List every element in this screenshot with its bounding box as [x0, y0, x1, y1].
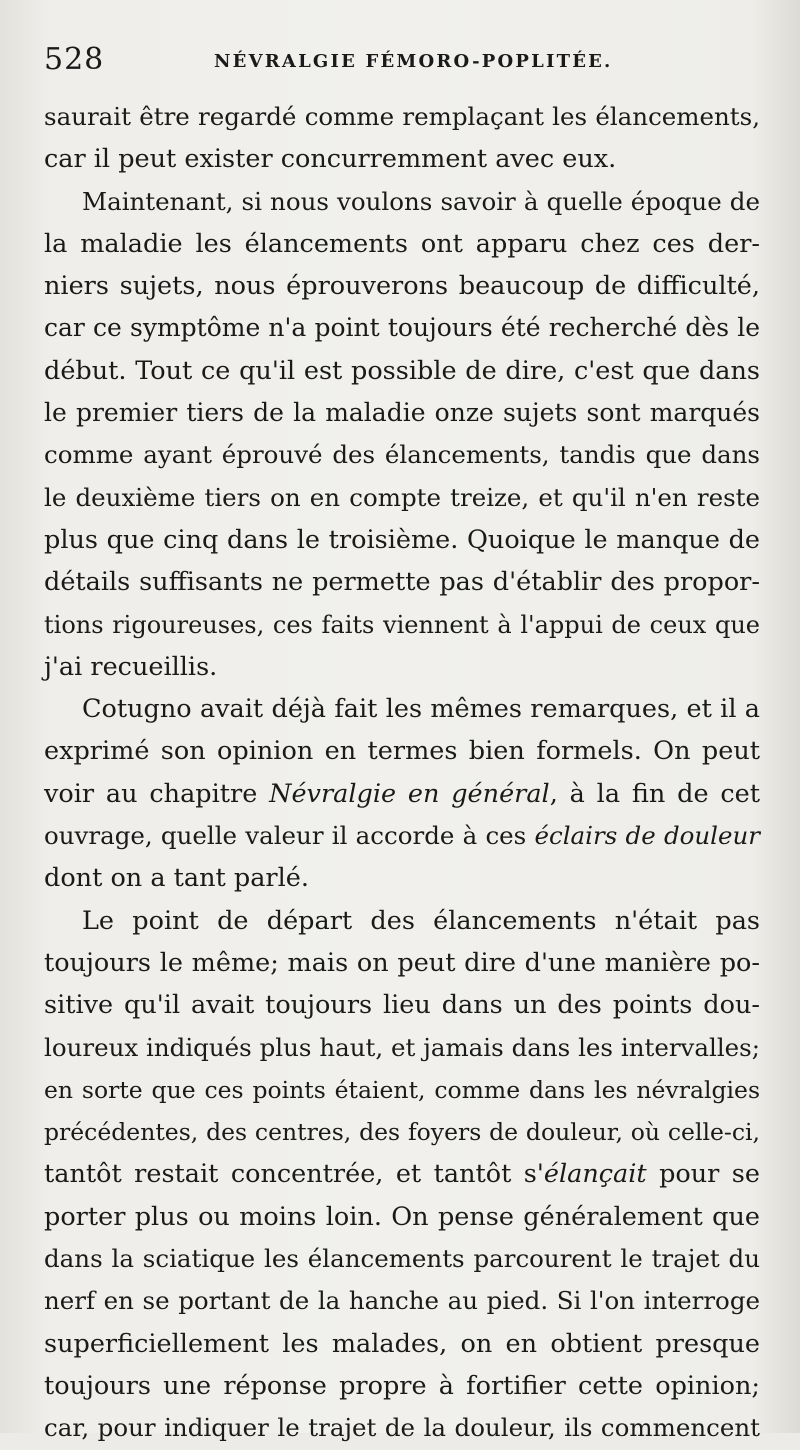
body-text	[44, 96, 760, 1450]
text-line	[44, 1365, 760, 1407]
text-segment: Cotugno avait déjà fait les mêmes remarques, et il a	[82, 694, 760, 725]
text-segment: loureux indiqués plus haut, et jamais dans les intervalles;	[44, 1032, 760, 1062]
text-segment: Le point de départ des élancements n'était pas	[82, 905, 760, 936]
text-line	[44, 1153, 760, 1195]
text-line	[44, 1069, 760, 1111]
text-line	[44, 984, 760, 1026]
text-line	[44, 561, 760, 603]
text-line	[44, 96, 760, 138]
text-line	[44, 307, 760, 349]
text-segment: en sorte que ces points étaient, comme dans les névralgies	[44, 1075, 760, 1104]
text-line	[44, 942, 760, 984]
text-segment: j'ai recueillis.	[44, 651, 218, 682]
page-number: 528	[44, 42, 105, 77]
text-segment: plus que cinq dans le troisième. Quoique le manque de	[44, 524, 760, 555]
text-segment: tions rigoureuses, ces faits viennent à l'appui de ceux que	[44, 610, 760, 639]
text-line	[44, 1027, 760, 1069]
text-line	[44, 1238, 760, 1280]
text-line	[44, 1407, 760, 1449]
text-segment: niers sujets, nous éprouverons beaucoup de difficulté,	[44, 271, 760, 302]
text-segment: saurait être regardé comme remplaçant les élancements,	[44, 102, 760, 131]
text-segment: ouvrage, quelle valeur il accorde à ces	[44, 821, 535, 851]
text-line	[44, 815, 760, 857]
text-segment: détails suffisants ne permette pas d'établir des propor-	[44, 567, 760, 598]
text-segment: Maintenant, si nous voulons savoir à quelle époque de	[82, 186, 760, 216]
text-segment: pour se	[646, 1159, 760, 1190]
text-segment: dans la sciatique les élancements parcourent le trajet du	[44, 1244, 760, 1274]
text-segment: car, pour indiquer le trajet de la douleur, ils commencent	[44, 1413, 760, 1443]
text-segment: exprimé son opinion en termes bien formels. On peut	[44, 736, 760, 767]
text-segment: dont on a tant parlé.	[44, 863, 309, 894]
text-segment: , à la fin de cet	[549, 778, 760, 809]
text-line	[44, 350, 760, 392]
text-line	[44, 1196, 760, 1238]
text-segment: tantôt restait concentrée, et tantôt s'	[44, 1159, 544, 1190]
text-segment: voir au chapitre	[44, 778, 270, 809]
text-segment: début. Tout ce qu'il est possible de dire, c'est que dans	[44, 355, 760, 386]
text-segment: toujours une réponse propre à fortifier cette opinion;	[44, 1370, 760, 1401]
text-line	[44, 181, 760, 223]
text-line	[44, 1280, 760, 1322]
text-line	[44, 138, 760, 180]
text-segment: nerf en se portant de la hanche au pied. Si l'on interroge	[44, 1286, 760, 1316]
text-line	[44, 392, 760, 434]
text-line	[44, 1323, 760, 1365]
text-segment: toujours le même; mais on peut dire d'une manière po-	[44, 947, 760, 978]
text-segment: car ce symptôme n'a point toujours été recherché dès le	[44, 313, 760, 343]
text-segment: porter plus ou moins loin. On pense généralement que	[44, 1201, 760, 1232]
italic-text: éclairs de douleur	[534, 821, 760, 851]
text-line	[44, 900, 760, 942]
running-title: NÉVRALGIE FÉMORO-POPLITÉE.	[214, 51, 613, 72]
italic-text: Névralgie en général	[269, 778, 550, 809]
text-segment: la maladie les élancements ont apparu chez ces der-	[44, 228, 760, 259]
text-segment: le premier tiers de la maladie onze sujets sont marqués	[44, 398, 760, 428]
text-line	[44, 604, 760, 646]
text-line	[44, 646, 760, 688]
text-line	[44, 688, 760, 730]
text-segment: comme ayant éprouvé des élancements, tandis que dans	[44, 440, 760, 470]
text-line	[44, 477, 760, 519]
text-line	[44, 223, 760, 265]
text-segment: car il peut exister concurremment avec eux.	[44, 144, 617, 175]
text-line	[44, 1111, 760, 1153]
text-segment: précédentes, des centres, des foyers de douleur, où celle-ci,	[44, 1118, 760, 1147]
text-line	[44, 519, 760, 561]
text-line	[44, 265, 760, 307]
italic-text: élançait	[543, 1159, 647, 1190]
text-line	[44, 857, 760, 899]
text-segment: sitive qu'il avait toujours lieu dans un des points dou-	[44, 990, 760, 1021]
text-line	[44, 773, 760, 815]
text-line	[44, 730, 760, 772]
text-line	[44, 434, 760, 476]
page-header	[44, 42, 764, 82]
text-segment: superficiellement les malades, on en obtient presque	[44, 1328, 760, 1359]
text-segment: le deuxième tiers on en compte treize, et qu'il n'en reste	[44, 482, 760, 512]
